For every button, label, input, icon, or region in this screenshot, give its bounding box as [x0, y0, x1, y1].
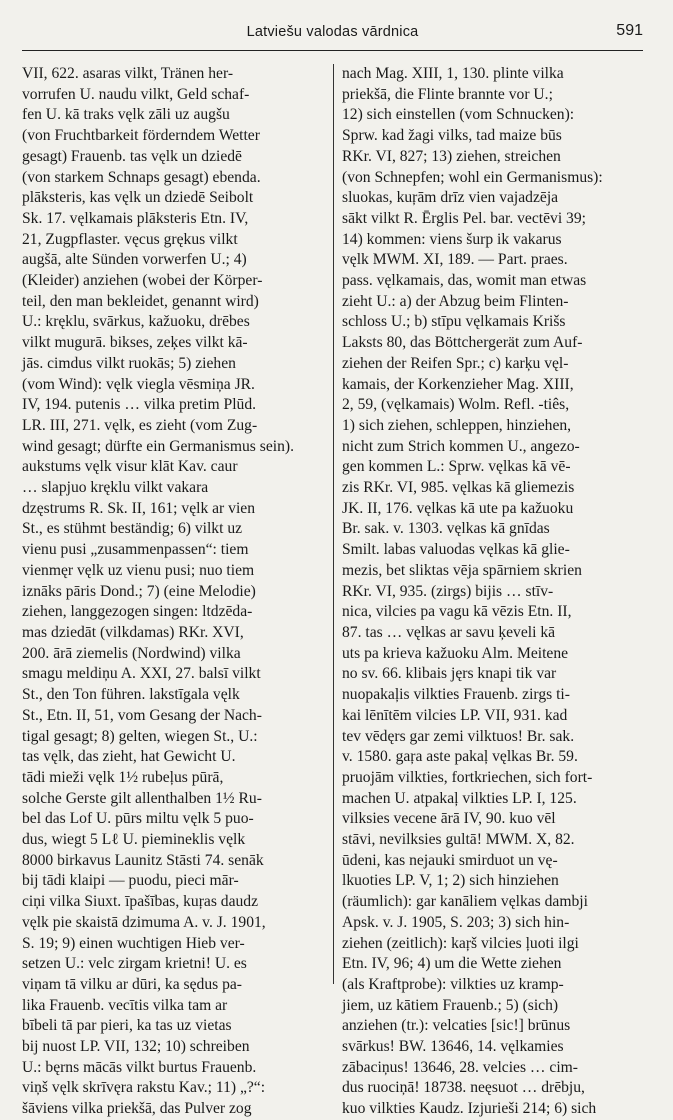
text-line: 1) sich ziehen, schleppen, hinziehen,	[342, 416, 572, 434]
text-line: JK. II, 176. vęlkas kā ute pa kažuoku	[342, 499, 574, 517]
text-line: vęlk MWM. XI, 189. — Part. praes.	[342, 251, 568, 269]
text-line: stāvi, nevilksies gultā! MWM. X, 82.	[342, 831, 575, 849]
text-line: dzęstrums R. Sk. II, 161; vęlk ar vien	[22, 499, 256, 517]
text-line: no sv. 66. klibais jęrs knapi tik var	[342, 665, 557, 683]
text-line: mas dziedāt (vilkdamas) RKr. XVI,	[22, 623, 244, 641]
text-line: S. 19; 9) einen wuchtigen Hieb ver-	[22, 934, 245, 952]
text-line: iznāks pāris Dond.; 7) (eine Melodie)	[22, 582, 256, 600]
text-line: ciņi vilka Siuxt. īpašības, kuŗas daudz	[22, 893, 259, 911]
text-line: jās. cimdus vilkt ruokās; 5) ziehen	[22, 354, 236, 372]
text-line: dus ruociņā! 18738. neęsuot … drēbju,	[342, 1079, 585, 1097]
text-line: viņš vęlk skrīvęra rakstu Kav.; 11) „?“:	[22, 1079, 266, 1097]
text-line: St., es stühmt beständig; 6) vilkt uz	[22, 520, 243, 538]
text-line: anziehen (tr.): velcaties [sic!] brūnus	[342, 1017, 571, 1035]
text-line: gen kommen L.: Sprw. vęlkas kā vē-	[342, 458, 571, 476]
text-line: lika Frauenb. vecītis vilka tam ar	[22, 996, 228, 1014]
text-line: nach Mag. XIII, 1, 130. plinte vilka	[342, 65, 564, 82]
text-line: Laksts 80, das Böttchergerät zum Auf-	[342, 334, 583, 352]
text-line: jiem, uz kātiem Frauenb.; 5) (sich)	[342, 996, 559, 1014]
page-number: 591	[616, 22, 643, 39]
text-line: Br. sak. v. 1303. vęlkas kā gnīdas	[342, 520, 550, 538]
text-line: uts pa krieva kažuoku Alm. Meitene	[342, 644, 569, 662]
text-line: augšā, alte Sünden vorwerfen U.; 4)	[22, 251, 247, 269]
text-line: bel das Lof U. pūrs miltu vęlk 5 puo-	[22, 810, 254, 828]
text-line: teil, den man bekleidet, genannt wird)	[22, 292, 259, 310]
text-line: vęlk pie skaistā dzimuma A. v. J. 1901,	[22, 913, 266, 931]
text-line: kuo vilkties Kaudz. Izjurieši 214; 6) sich	[342, 1100, 597, 1118]
text-line: 12) sich einstellen (vom Schnucken):	[342, 106, 575, 124]
running-title: Latviešu valodas vārdnica	[246, 24, 419, 40]
left-column	[22, 64, 322, 1120]
text-line: gesagt) Frauenb. tas vęlk un dziedē	[22, 147, 242, 165]
text-line: nicht zum Strich kommen U., angezo-	[342, 437, 580, 455]
text-line: plāksteris, kas vęlk un dziedē Seibolt	[22, 189, 254, 207]
text-line: 8000 birkavus Launitz Stāsti 74. senāk	[22, 851, 264, 869]
text-line: machen U. atpakaļ vilkties LP. I, 125.	[342, 789, 577, 807]
text-line: (als Kraftprobe): vilkties uz kramp-	[342, 975, 564, 993]
text-line: zis RKr. VI, 985. vęlkas kā gliemezis	[342, 479, 575, 497]
text-line: ziehen, langgezogen singen: ltdzēda-	[22, 603, 253, 621]
text-line: (von Schnepfen; wohl ein Germanismus):	[342, 168, 603, 186]
text-line: fen U. kā traks vęlk zāli uz augšu	[22, 106, 230, 124]
text-line: vilkt mugurā. bikses, zeķes vilkt kā-	[22, 334, 248, 352]
text-line: zieht U.: a) der Abzug beim Flinten-	[342, 292, 569, 310]
text-line: kai lēnītēm vilcies LP. VII, 931. kad	[342, 706, 568, 724]
text-line: ziehen (zeitlich): kaŗš vilcies ļuoti ilgi	[342, 934, 579, 952]
text-line: vienmęr vęlk uz vienu pusi; nuo tiem	[22, 561, 255, 579]
text-line: solche Gerste gilt allenthalben 1½ Ru-	[22, 789, 262, 807]
text-line: v. 1580. gaŗa aste pakaļ vęlkas Br. 59.	[342, 748, 578, 766]
text-line: mezis, bet sliktas vēja spārniem skrien	[342, 561, 582, 579]
text-line: Etn. IV, 96; 4) um die Wette ziehen	[342, 955, 562, 973]
text-line: svārkus! BW. 13646, 14. vęlkamies	[342, 1038, 564, 1056]
text-line: dus, wiegt 5 Lℓ U. piemineklis vęlk	[22, 831, 246, 849]
text-line: sluokas, kuŗām drīz vien vajadzēja	[342, 189, 559, 207]
text-line: zābaciņus! 13646, 28. velcies … cim-	[342, 1058, 579, 1076]
text-line: nica, vilcies pa vagu kā vēzis Etn. II,	[342, 603, 572, 621]
text-line: šāviens vilka priekšā, das Pulver zog	[22, 1100, 252, 1118]
text-line: (von starkem Schnaps gesagt) ebenda.	[22, 168, 261, 186]
text-line: ūdeni, kas nejauki smirduot un vę-	[342, 851, 558, 869]
right-column	[342, 64, 647, 1120]
text-line: 87. tas … vęlkas ar savu ķeveli kā	[342, 623, 556, 641]
text-line: 200. ārā ziemelis (Nordwind) vilka	[22, 644, 241, 662]
text-line: bij nuost LP. VII, 132; 10) schreiben	[22, 1038, 250, 1056]
text-line: IV, 194. putenis … vilka pretim Plūd.	[22, 396, 257, 414]
text-line: RKr. VI, 935. (zirgs) bijis … stīv-	[342, 582, 554, 600]
text-line: vienu pusi „zusammenpassen“: tiem	[22, 541, 249, 559]
text-line: St., Etn. II, 51, vom Gesang der Nach-	[22, 706, 262, 724]
text-line: vilksies vecene ārā IV, 90. kuo vēl	[342, 810, 556, 828]
text-line: (vom Wind): vęlk viegla vēsmiņa JR.	[22, 375, 255, 393]
column-divider	[333, 64, 334, 984]
text-line: aukstums vęlk visur klāt Kav. caur	[22, 458, 238, 476]
text-line: 2, 59, (vęlkamais) Wolm. Refl. -tiês,	[342, 396, 570, 414]
page-header	[22, 22, 643, 51]
text-line: priekšā, die Flinte brannte vor U.;	[342, 85, 553, 103]
text-line: sākt vilkt R. Ērglis Pel. bar. vectēvi 39;	[342, 209, 586, 227]
text-line: bībeli tā par pieri, ka tas uz vietas	[22, 1017, 232, 1035]
text-line: vorrufen U. naudu vilkt, Geld schaf-	[22, 85, 250, 103]
text-line: setzen U.: velc zirgam krietni! U. es	[22, 955, 247, 973]
text-line: Smilt. labas valuodas vęlkas kā glie-	[342, 541, 570, 559]
text-line: ziehen der Reifen Spr.; c) karķu vęl-	[342, 354, 569, 372]
text-line: pruojām vilkties, fortkriechen, sich fort-	[342, 768, 593, 786]
text-line: (von Fruchtbarkeit förderndem Wetter	[22, 127, 260, 145]
text-line: tādi mieži vęlk 1½ rubeļus pūrā,	[22, 768, 224, 786]
text-line: LR. III, 271. vęlk, es zieht (vom Zug-	[22, 416, 258, 434]
text-line: pass. vęlkamais, das, womit man etwas	[342, 272, 587, 290]
text-line: U.: kręklu, svārkus, kažuoku, drēbes	[22, 313, 250, 331]
text-line: viņam tā vilku ar dūri, ka sędus pa-	[22, 975, 242, 993]
text-line: (räumlich): gar kanāliem vęlkas dambji	[342, 893, 588, 911]
text-line: smagu meldiņu A. XXI, 27. balsī vilkt	[22, 665, 261, 683]
text-line: kamais, der Korkenzieher Mag. XIII,	[342, 375, 574, 393]
text-line: RKr. VI, 827; 13) ziehen, streichen	[342, 147, 561, 165]
text-line: Apsk. v. J. 1905, S. 203; 3) sich hin-	[342, 913, 570, 931]
text-line: St., den Ton führen. lakstīgala vęlk	[22, 686, 240, 704]
text-line: (Kleider) anziehen (wobei der Körper-	[22, 272, 263, 290]
text-line: 14) kommen: viens šurp ik vakarus	[342, 230, 562, 248]
text-line: schloss U.; b) stīpu vęlkamais Krišs	[342, 313, 566, 331]
text-line: nuopakaļis vilkties Frauenb. zirgs ti-	[342, 686, 570, 704]
text-line: 21, Zugpflaster. vęcus grękus vilkt	[22, 230, 238, 248]
text-line: tas vęlk, das zieht, hat Gewicht U.	[22, 748, 236, 766]
text-line: Sk. 17. vęlkamais plāksteris Etn. IV,	[22, 209, 249, 227]
text-line: Sprw. kad žagi vilks, tad maize būs	[342, 127, 562, 145]
text-line: tev vēdęrs gar zemi vilktuos! Br. sak.	[342, 727, 575, 745]
text-line: VII, 622. asaras vilkt, Tränen her-	[22, 65, 234, 82]
text-line: … slapjuo kręklu vilkt vakara	[22, 479, 209, 497]
text-line: tigal gesagt; 8) gelten, wiegen St., U.:	[22, 727, 258, 745]
text-line: wind gesagt; dürfte ein Germanismus sein).	[22, 437, 294, 455]
text-line: U.: bęrns mācās vilkt burtus Frauenb.	[22, 1058, 257, 1076]
text-line: bij tādi klaipi — puodu, pieci mār-	[22, 872, 239, 890]
text-line: lkuoties LP. V, 1; 2) sich hinziehen	[342, 872, 559, 890]
